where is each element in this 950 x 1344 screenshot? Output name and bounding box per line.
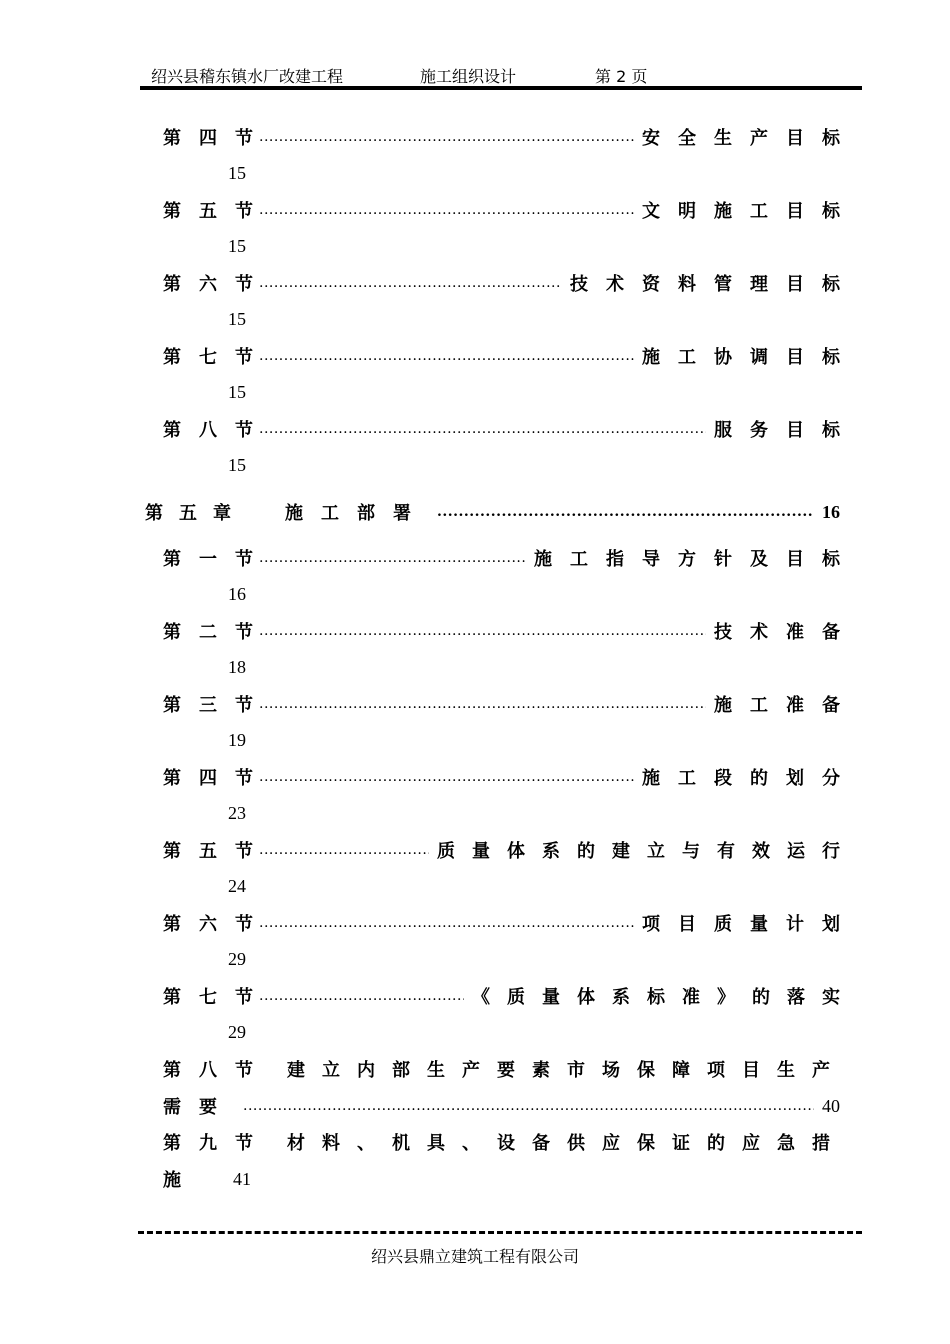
page-header: [140, 64, 862, 88]
toc-section-label: [163, 545, 271, 571]
toc-section-label: [163, 270, 271, 296]
toc-section-label: [163, 910, 271, 936]
toc-page-number: 15: [228, 163, 246, 183]
toc-section-text: 第二节: [163, 622, 271, 643]
toc-title: 服务目标: [714, 420, 858, 441]
toc-entry[interactable]: [163, 344, 858, 368]
toc-entry[interactable]: [163, 692, 858, 716]
toc-section-text: 第六节: [163, 274, 271, 295]
toc-entry-continuation[interactable]: [163, 1167, 840, 1191]
toc-leader-dots: [259, 200, 634, 220]
toc-entry[interactable]: [163, 417, 858, 441]
toc-entry[interactable]: [163, 125, 858, 149]
toc-section-text: 第五节: [163, 201, 271, 222]
toc-section-text: 第九节: [163, 1133, 271, 1154]
toc-leader-dots: [259, 986, 464, 1006]
toc-entry[interactable]: [163, 838, 857, 862]
toc-entry[interactable]: [163, 619, 858, 643]
header-rule: [140, 86, 862, 90]
toc-entry-wrapped[interactable]: [163, 1130, 847, 1154]
toc-entry-wrapped[interactable]: [163, 1057, 847, 1081]
toc-chapter-label: [145, 499, 285, 525]
toc-page-number: 18: [228, 657, 246, 677]
toc-entry[interactable]: [163, 271, 858, 295]
toc-title: 技术准备: [714, 622, 858, 643]
toc-title: 施工指导方针及目标: [534, 549, 858, 570]
toc-leader-dots: [259, 419, 706, 439]
toc-entry[interactable]: [163, 984, 857, 1008]
toc-page-number: 29: [228, 1022, 246, 1042]
toc-chapter-text: 第五章: [145, 503, 247, 524]
toc-leader-dots: [259, 767, 634, 787]
toc-section-text: 第四节: [163, 768, 271, 789]
toc-page-number: 23: [228, 803, 246, 823]
toc-page-number: 29: [228, 949, 246, 969]
page-footer: 绍兴县鼎立建筑工程有限公司: [370, 1247, 579, 1266]
toc-title: 施工准备: [714, 695, 858, 716]
toc-section-label: [163, 197, 271, 223]
toc-title: 《质量体系标准》的落实: [472, 987, 857, 1008]
toc-title: 质量体系的建立与有效运行: [437, 841, 857, 862]
toc-page-number: 19: [228, 730, 246, 750]
toc-entry[interactable]: [163, 198, 858, 222]
toc-page-number: 16: [228, 584, 246, 604]
toc-section-label: [163, 343, 271, 369]
toc-title: 项目质量计划: [642, 914, 858, 935]
toc-page-number: 16: [822, 501, 840, 522]
header-doc-type: 施工组织设计: [420, 67, 517, 86]
header-project: 绍兴县稽东镇水厂改建工程: [151, 67, 344, 86]
toc-page-number: 15: [228, 455, 246, 475]
toc-section-text: 第四节: [163, 128, 271, 149]
toc-title-continuation: 施: [163, 1170, 181, 1191]
toc-section-label: [163, 983, 271, 1009]
header-page-number: 第 2 页: [595, 67, 648, 86]
toc-page-number: 24: [228, 876, 246, 896]
toc-section-label: [163, 691, 271, 717]
toc-page-number: 15: [228, 309, 246, 329]
toc-title: 文明施工目标: [642, 201, 858, 222]
toc-entry-continuation[interactable]: [163, 1094, 840, 1118]
toc-leader-dots: [259, 127, 634, 147]
toc-section-text: 第一节: [163, 549, 271, 570]
toc-title: 建立内部生产要素市场保障项目生产: [287, 1060, 847, 1081]
toc-leader-dots: [259, 273, 562, 293]
toc-title: 材料、机具、设备供应保证的应急措: [287, 1133, 847, 1154]
toc-title-continuation: 需要: [163, 1097, 235, 1118]
toc-chapter-entry[interactable]: [145, 500, 840, 524]
toc-chapter-title: 施工部署: [285, 503, 429, 524]
footer-rule: [138, 1231, 862, 1234]
toc-leader-dots: [259, 694, 706, 714]
toc-section-text: 第六节: [163, 914, 271, 935]
toc-leader-dots: [259, 913, 634, 933]
toc-leader-dots: [243, 1096, 814, 1116]
toc-entry[interactable]: [163, 765, 858, 789]
toc-section-label: [163, 1129, 287, 1155]
toc-page-number: 15: [228, 382, 246, 402]
toc-title: 施工协调目标: [642, 347, 858, 368]
toc-title: 施工段的划分: [642, 768, 858, 789]
toc-section-text: 第三节: [163, 695, 271, 716]
toc-section-text: 第七节: [163, 347, 271, 368]
toc-title: 技术资料管理目标: [570, 274, 858, 295]
toc-entry[interactable]: [163, 546, 858, 570]
toc-section-text: 第七节: [163, 987, 271, 1008]
toc-leader-dots: [259, 548, 526, 568]
toc-leader-dots: [259, 346, 634, 366]
toc-leader-dots: [259, 840, 429, 860]
toc-section-label: [163, 618, 271, 644]
toc-section-label: [163, 1056, 287, 1082]
toc-leader-dots: [259, 621, 706, 641]
toc-section-label: [163, 837, 271, 863]
toc-section-label: [163, 764, 271, 790]
toc-title: 安全生产目标: [642, 128, 858, 149]
toc-section-text: 第五节: [163, 841, 271, 862]
toc-section-text: 第八节: [163, 420, 271, 441]
toc-entry[interactable]: [163, 911, 858, 935]
toc-leader-dots: [437, 502, 814, 522]
toc-page-number: 41: [233, 1168, 251, 1189]
toc-page-number: 40: [822, 1095, 840, 1116]
toc-page-number: 15: [228, 236, 246, 256]
toc-section-label: [163, 124, 271, 150]
toc-section-text: 第八节: [163, 1060, 271, 1081]
toc-section-label: [163, 416, 271, 442]
